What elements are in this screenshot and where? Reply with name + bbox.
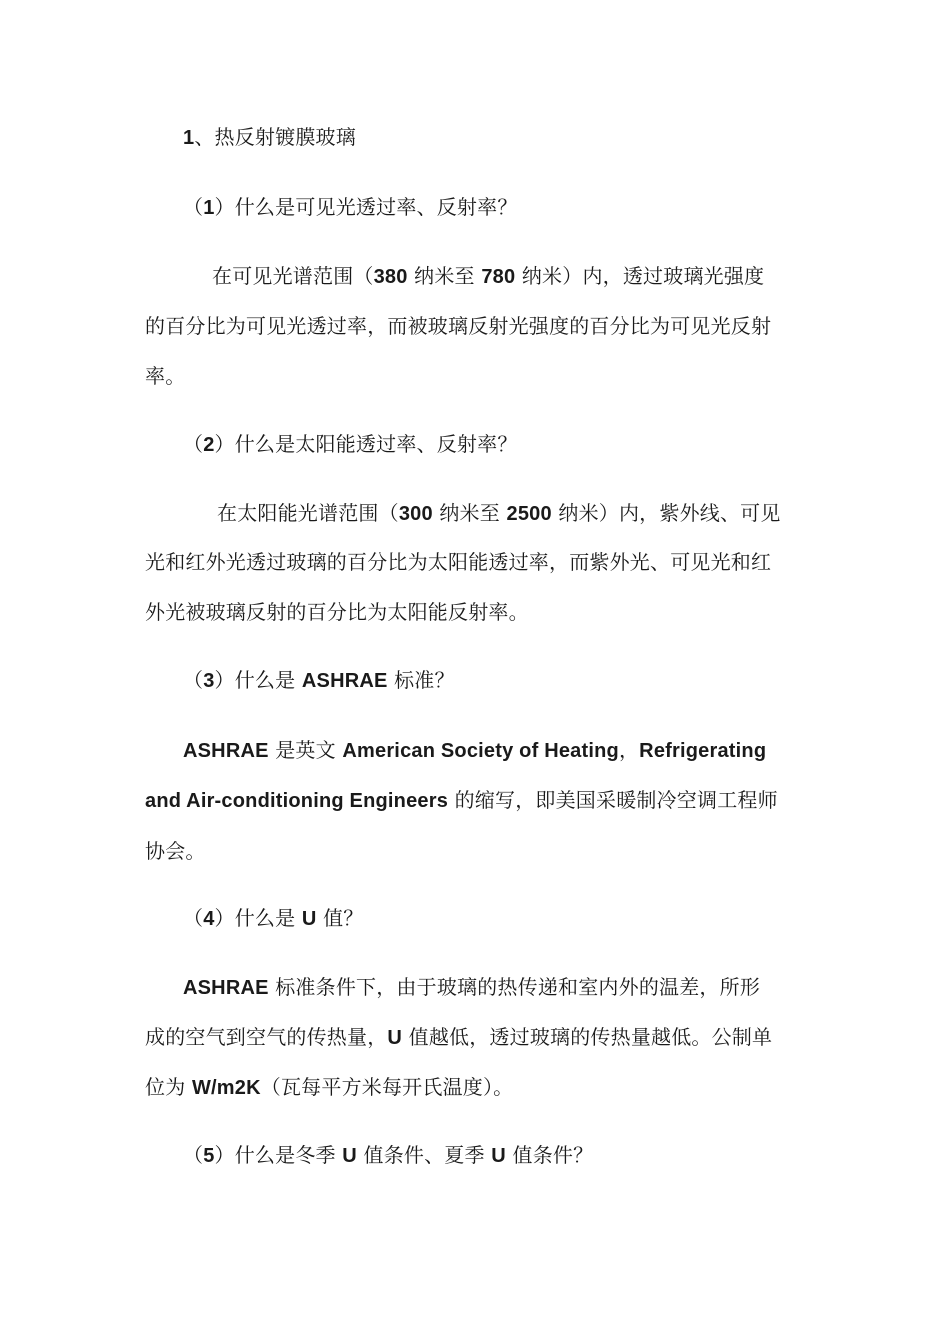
answer-3-line-2 bbox=[145, 788, 810, 813]
answer-4-line-2 bbox=[145, 1025, 810, 1050]
answer-text: 位为 bbox=[145, 1075, 192, 1099]
question-text: 标准？ bbox=[387, 668, 455, 692]
answer-text: 纳米至 bbox=[432, 501, 507, 525]
question-term: U bbox=[491, 1145, 506, 1167]
answer-2-line-1 bbox=[217, 501, 810, 526]
answer-term: U bbox=[387, 1027, 403, 1049]
answer-unit: W/m2K bbox=[191, 1077, 261, 1099]
answer-4-line-3 bbox=[145, 1075, 810, 1100]
answer-2-line-3: 外光被玻璃反射的百分比为太阳能反射率。 bbox=[145, 600, 529, 624]
answer-english: Refrigerating bbox=[639, 740, 767, 762]
question-term: U bbox=[342, 1145, 357, 1167]
paren-open: （ bbox=[183, 668, 204, 692]
question-text: 值条件、夏季 bbox=[356, 1143, 492, 1167]
question-text: ）什么是冬季 bbox=[214, 1143, 343, 1167]
answer-text: 在太阳能光谱范围（ bbox=[217, 501, 399, 525]
paren-open: （ bbox=[183, 432, 204, 456]
question-number: 4 bbox=[203, 908, 215, 930]
question-3 bbox=[183, 668, 848, 693]
answer-text: （瓦每平方米每开氏温度）。 bbox=[260, 1075, 514, 1099]
answer-term: ASHRAE bbox=[183, 740, 269, 762]
question-number: 1 bbox=[203, 197, 215, 219]
answer-3-line-3: 协会。 bbox=[145, 839, 206, 863]
answer-number: 780 bbox=[481, 266, 516, 288]
answer-english: and Air-conditioning Engineers bbox=[145, 790, 449, 812]
question-number: 5 bbox=[203, 1145, 215, 1167]
question-term: ASHRAE bbox=[301, 670, 388, 692]
question-number: 2 bbox=[203, 434, 215, 456]
answer-1-line-3: 率。 bbox=[145, 364, 186, 388]
section-title: 、热反射镀膜玻璃 bbox=[194, 125, 356, 149]
question-text: ）什么是 bbox=[214, 668, 302, 692]
answer-number: 300 bbox=[398, 503, 433, 525]
answer-number: 380 bbox=[373, 266, 408, 288]
paren-open: （ bbox=[183, 1143, 204, 1167]
answer-text: 纳米至 bbox=[407, 264, 482, 288]
answer-text: 是英文 bbox=[268, 738, 343, 762]
answer-english: American Society of Heating bbox=[342, 740, 619, 762]
paren-open: （ bbox=[183, 906, 204, 930]
answer-number: 2500 bbox=[506, 503, 552, 525]
question-1 bbox=[183, 195, 848, 220]
question-text: 值条件？ bbox=[505, 1143, 594, 1167]
question-number: 3 bbox=[203, 670, 215, 692]
answer-text: ， bbox=[618, 738, 640, 762]
question-text: ）什么是 bbox=[214, 906, 302, 930]
answer-text: 在可见光谱范围（ bbox=[212, 264, 374, 288]
question-2 bbox=[183, 432, 848, 457]
answer-text: 纳米）内，透过玻璃光强度 bbox=[515, 264, 765, 288]
answer-3-line-1 bbox=[183, 738, 810, 763]
paren-open: （ bbox=[183, 195, 204, 219]
question-term: U bbox=[301, 908, 317, 930]
answer-1-line-2: 的百分比为可见光透过率，而被玻璃反射光强度的百分比为可见光反射 bbox=[145, 314, 772, 338]
section-number: 1 bbox=[183, 127, 195, 149]
answer-1-line-1 bbox=[212, 264, 810, 289]
answer-4-line-1 bbox=[183, 975, 810, 1000]
question-text: ）什么是太阳能透过率、反射率？ bbox=[214, 432, 518, 456]
question-text: ）什么是可见光透过率、反射率？ bbox=[214, 195, 518, 219]
question-text: 值？ bbox=[316, 906, 364, 930]
question-5 bbox=[183, 1143, 848, 1168]
answer-text: 纳米）内，紫外线、可见 bbox=[551, 501, 781, 525]
answer-term: ASHRAE bbox=[183, 977, 269, 999]
question-4 bbox=[183, 906, 848, 931]
answer-2-line-2: 光和红外光透过玻璃的百分比为太阳能透过率，而紫外光、可见光和红 bbox=[145, 550, 772, 574]
answer-text: 的缩写，即美国采暖制冷空调工程师 bbox=[448, 788, 778, 812]
section-heading bbox=[183, 125, 848, 150]
answer-text: 值越低，透过玻璃的传热量越低。公制单 bbox=[402, 1025, 773, 1049]
answer-text: 标准条件下，由于玻璃的热传递和室内外的温差，所形 bbox=[268, 975, 761, 999]
answer-text: 成的空气到空气的传热量， bbox=[145, 1025, 388, 1049]
